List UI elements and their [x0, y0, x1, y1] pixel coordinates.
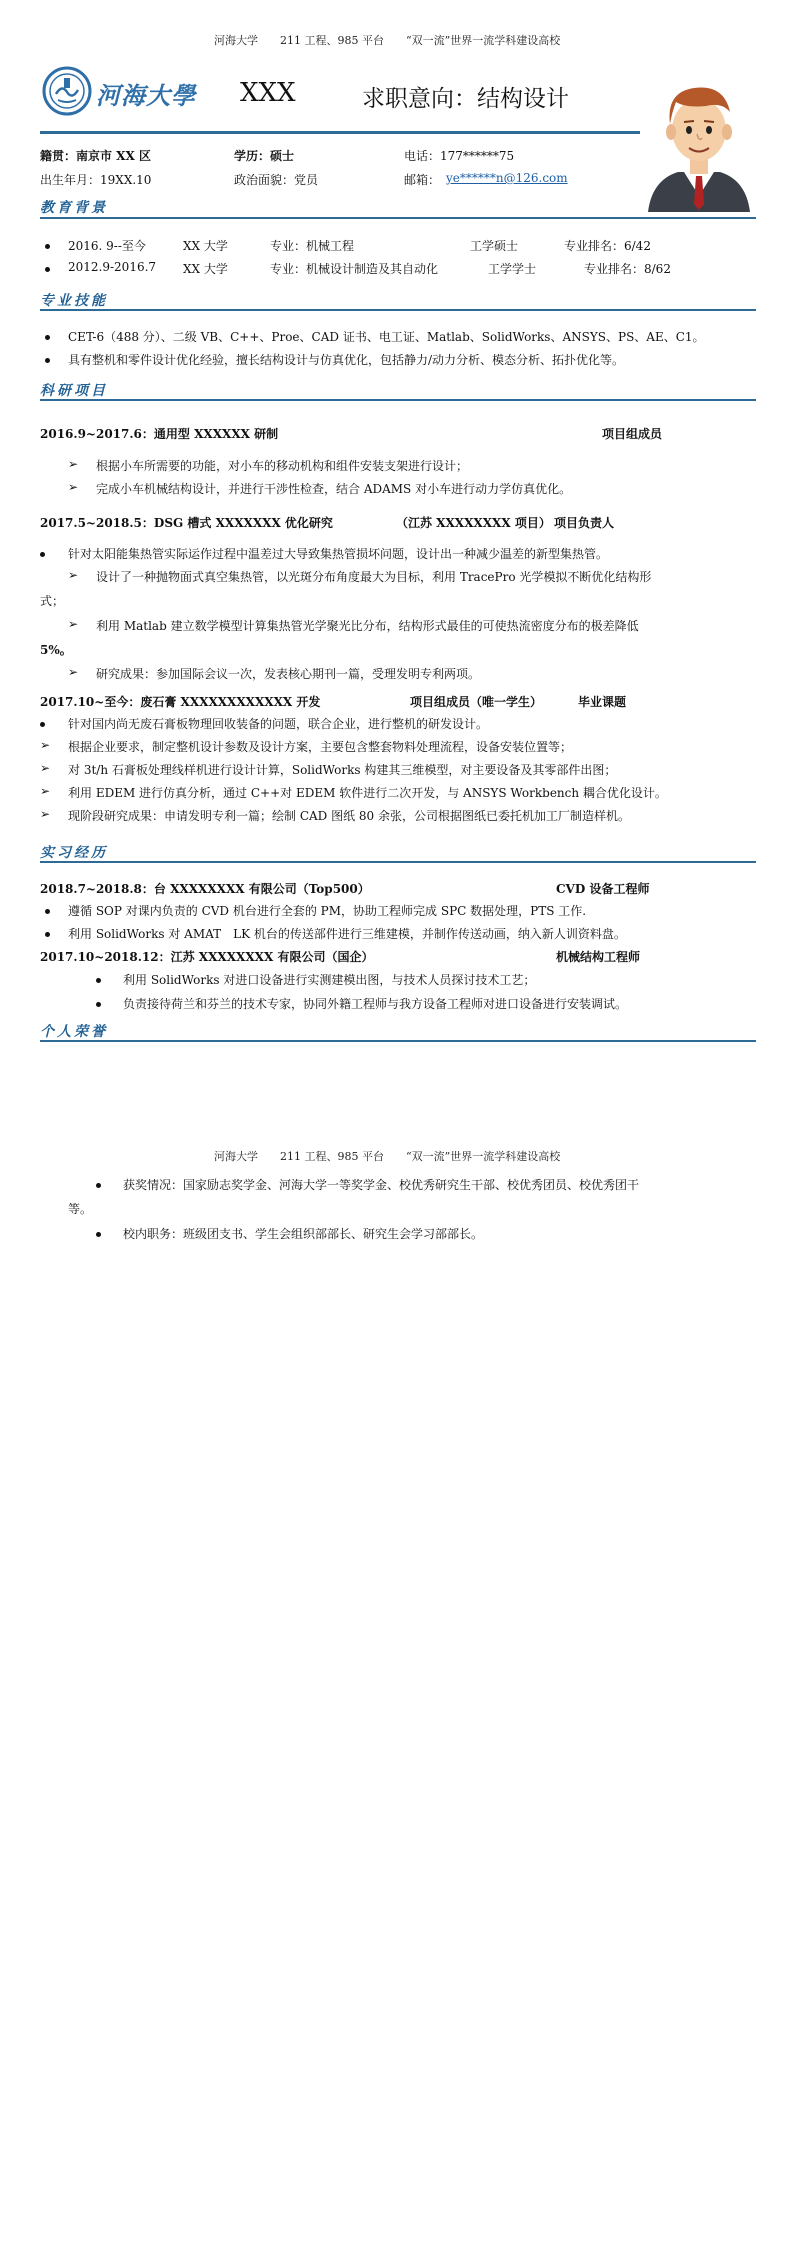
education-date: 2012.9-2016.7 [68, 260, 157, 274]
project-result: 现阶段研究成果：申请发明专利一篇；绘制 CAD 图纸 80 余张，公司根据图纸已委托机加工厂制造样机。 [68, 809, 630, 823]
education-date: 2016. 9--至今 [68, 239, 146, 253]
job-item: 遵循 SOP 对课内负责的 CVD 机台进行全套的 PM，协助工程师完成 SPC 数据处理，PTS 工作. [68, 904, 587, 918]
bullet [45, 267, 50, 272]
info-birth: 出生年月：19XX.10 [40, 173, 152, 187]
avatar-illustration [642, 72, 756, 212]
bullet [45, 932, 50, 937]
bullet [96, 1183, 101, 1188]
education-school: XX 大学 [183, 262, 228, 276]
arrow-bullet-icon: ➢ [40, 807, 51, 821]
arrow-bullet-icon: ➢ [68, 665, 79, 679]
skill-item: 具有整机和零件设计优化经验，擅长结构设计与仿真优化，包括静力/动力分析、模态分析、拓扑优化等。 [68, 353, 625, 367]
project-source: （江苏 XXXXXXXX 项目） [396, 516, 551, 530]
honor-positions: 校内职务：班级团支书、学生会组织部部长、研究生会学习部部长。 [123, 1227, 484, 1241]
education-rank: 专业排名：6/42 [564, 239, 651, 253]
project-role: 项目组成员 [602, 427, 663, 441]
section-title-internship: 实习经历 [40, 845, 108, 861]
education-major: 专业：机械设计制造及其自动化 [270, 262, 439, 276]
info-phone: 电话：177******75 [404, 149, 515, 163]
job-objective: 求职意向：结构设计 [362, 86, 569, 112]
info-political: 政治面貌：党员 [234, 173, 319, 187]
education-major: 专业：机械工程 [270, 239, 355, 253]
arrow-bullet-icon: ➢ [68, 457, 79, 471]
bullet [96, 1232, 101, 1237]
project-item-cont: 式； [40, 594, 65, 608]
info-email-label: 邮箱： [404, 173, 441, 187]
bullet [40, 722, 45, 727]
bullet [96, 1002, 101, 1007]
bullet [45, 244, 50, 249]
honor-awards-cont: 等。 [68, 1202, 93, 1216]
section-rule [40, 309, 756, 311]
logo-text: 河海大學 [96, 81, 196, 110]
project-item: 设计了一种抛物面式真空集热管，以光斑分布角度最大为目标，利用 TracePro 光学模拟不断优化结构形 [96, 570, 652, 584]
job-item: 利用 SolidWorks 对进口设备进行实测建模出图，与技术人员探讨技术工艺； [123, 973, 536, 987]
page-header-repeat: 河海大学 211 工程、985 平台 “双一流”世界一流学科建设高校 [214, 1150, 561, 1163]
education-degree: 工学硕士 [470, 239, 519, 253]
bullet [40, 552, 45, 557]
job-heading: 2017.10~2018.12：江苏 XXXXXXXX 有限公司（国企） [40, 950, 374, 964]
job-heading: 2018.7~2018.8：台 XXXXXXXX 有限公司（Top500） [40, 882, 370, 896]
bullet [45, 358, 50, 363]
project-result: 研究成果：参加国际会议一次，发表核心期刊一篇，受理发明专利两项。 [96, 667, 481, 681]
arrow-bullet-icon: ➢ [40, 738, 51, 752]
arrow-bullet-icon: ➢ [40, 784, 51, 798]
project-item: 利用 EDEM 进行仿真分析，通过 C++对 EDEM 软件进行二次开发，与 ANSYS Workbench 耦合优化设计。 [68, 786, 667, 800]
section-rule [40, 399, 756, 401]
arrow-bullet-icon: ➢ [40, 761, 51, 775]
page-header: 河海大学 211 工程、985 平台 “双一流”世界一流学科建设高校 [214, 34, 561, 47]
section-rule [40, 217, 756, 219]
job-item: 负责接待荷兰和芬兰的技术专家，协同外籍工程师与我方设备工程师对进口设备进行安装调试。 [123, 997, 628, 1011]
project-bullet: 针对太阳能集热管实际运作过程中温差过大导致集热管损坏问题，设计出一种减少温差的新型集热管。 [68, 547, 609, 561]
job-role: 机械结构工程师 [556, 950, 641, 964]
honor-awards: 获奖情况：国家励志奖学金、河海大学一等奖学金、校优秀研究生干部、校优秀团员、校优秀团干 [123, 1178, 640, 1192]
section-title-personal: 个人荣誉 [40, 1024, 108, 1040]
project-item: 根据企业要求，制定整机设计参数及设计方案，主要包含整套物料处理流程，设备安装位置等； [68, 740, 573, 754]
education-school: XX 大学 [183, 239, 228, 253]
arrow-bullet-icon: ➢ [68, 480, 79, 494]
project-role: 项目组成员（唯一学生） [410, 695, 543, 709]
bullet [96, 978, 101, 983]
arrow-bullet-icon: ➢ [68, 568, 79, 582]
info-email-link[interactable]: ye******n@126.com [446, 171, 568, 185]
education-degree: 工学学士 [488, 262, 537, 276]
project-tag: 毕业课题 [578, 695, 627, 709]
job-item: 利用 SolidWorks 对 AMAT LK 机台的传送部件进行三维建模，并制作传送动画，纳入新人训资料盘。 [68, 927, 626, 941]
project-heading: 2017.5~2018.5：DSG 槽式 XXXXXXX 优化研究 [40, 516, 333, 530]
skill-item: CET-6（488 分）、二级 VB、C++、Proe、CAD 证书、电工证、Matlab、SolidWorks、ANSYS、PS、AE、C1。 [68, 330, 705, 344]
education-rank: 专业排名：8/62 [584, 262, 671, 276]
university-seal-icon [42, 66, 92, 116]
title-rule [40, 131, 640, 134]
project-bullet: 针对国内尚无废石膏板物理回收装备的问题，联合企业，进行整机的研发设计。 [68, 717, 489, 731]
info-origin: 籍贯：南京市 XX 区 [40, 149, 151, 163]
project-role: 项目负责人 [554, 516, 615, 530]
bullet [45, 335, 50, 340]
section-rule [40, 1040, 756, 1042]
section-rule [40, 861, 756, 863]
section-title-education: 教育背景 [40, 200, 108, 216]
project-heading: 2016.9~2017.6：通用型 XXXXXX 研制 [40, 427, 279, 441]
university-logo [42, 66, 196, 118]
bullet [45, 909, 50, 914]
section-title-skills: 专业技能 [40, 293, 108, 309]
project-item: 对 3t/h 石膏板处理线样机进行设计计算，SolidWorks 构建其三维模型，对主要设备及其零部件出图； [68, 763, 617, 777]
section-title-research: 科研项目 [40, 383, 108, 399]
avatar [642, 72, 756, 212]
project-item: 利用 Matlab 建立数学模型计算集热管光学聚光比分布，结构形式最佳的可使热流密度分布的极差降低 [96, 619, 639, 633]
project-item: 根据小车所需要的功能，对小车的移动机构和组件安装支架进行设计； [96, 459, 469, 473]
project-heading: 2017.10~至今：废石膏 XXXXXXXXXXXX 开发 [40, 695, 321, 709]
info-degree: 学历：硕士 [234, 149, 295, 163]
project-item-cont: 5%。 [40, 643, 72, 657]
job-role: CVD 设备工程师 [556, 882, 650, 896]
project-item: 完成小车机械结构设计，并进行干涉性检查，结合 ADAMS 对小车进行动力学仿真优化。 [96, 482, 572, 496]
candidate-name: XXX [240, 78, 296, 108]
arrow-bullet-icon: ➢ [68, 617, 79, 631]
